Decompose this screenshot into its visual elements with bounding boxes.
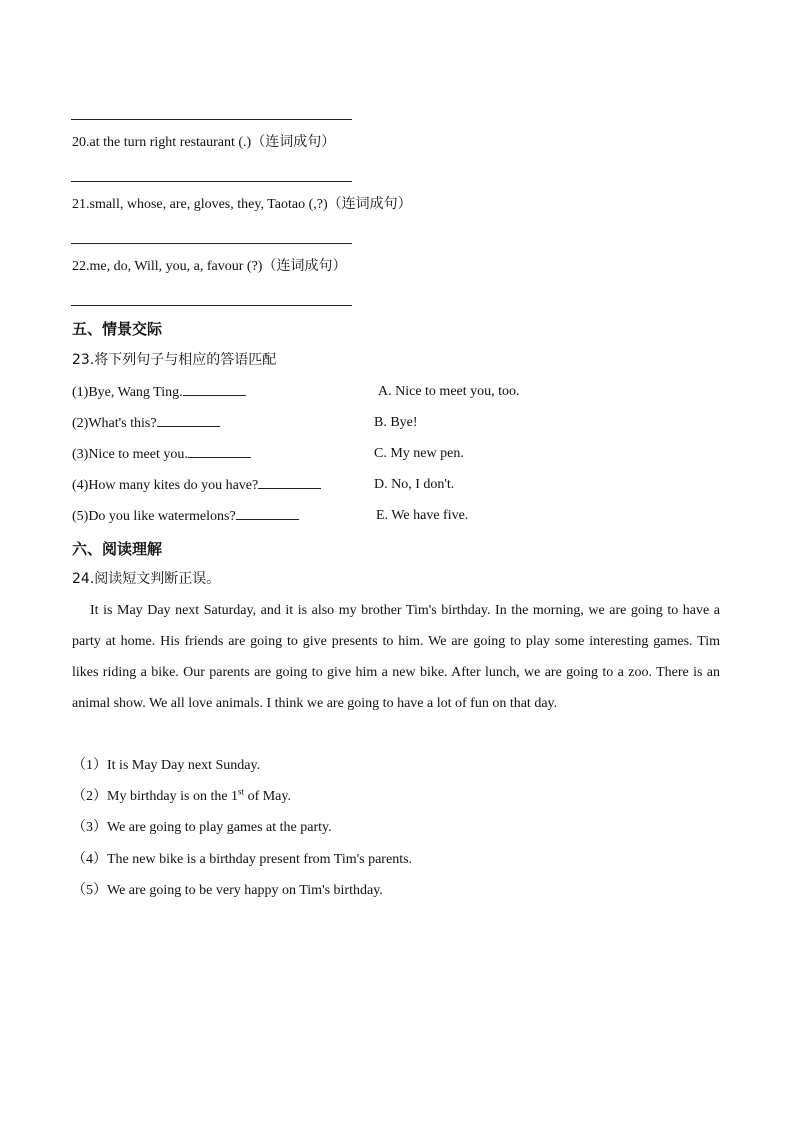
match-left-1: [72, 383, 246, 402]
statement-2-after: of May.: [244, 789, 291, 804]
match-left-4: [72, 476, 321, 495]
match-right-a: A. Nice to meet you, too.: [378, 384, 520, 399]
statement-2: [72, 788, 291, 806]
answer-line-19[interactable]: [71, 119, 352, 120]
question-20-text: 20.at the turn right restaurant (.): [72, 135, 252, 150]
question-21-tag: （连词成句）: [327, 196, 412, 212]
match-blank-4[interactable]: [258, 476, 321, 489]
match-blank-2[interactable]: [157, 414, 220, 427]
match-left-3: [72, 445, 251, 464]
section-6-title: 六、阅读理解: [72, 540, 163, 558]
statement-4: （4）The new bike is a birthday present from Tim's parents.: [72, 852, 413, 867]
statement-5: （5）We are going to be very happy on Tim's birthday.: [72, 883, 383, 898]
question-22: [72, 257, 346, 276]
reading-passage: [72, 595, 720, 719]
match-right-b: B. Bye!: [374, 415, 418, 430]
match-left-4-text: (4)How many kites do you have?: [72, 478, 259, 493]
match-right-c: C. My new pen.: [374, 446, 464, 461]
match-left-3-text: (3)Nice to meet you.: [72, 447, 188, 462]
question-21: [72, 195, 412, 214]
match-blank-3[interactable]: [188, 445, 251, 458]
statement-2-sup: st: [238, 786, 245, 797]
match-left-5: [72, 507, 299, 526]
question-22-tag: （连词成句）: [262, 258, 347, 274]
match-left-2: [72, 414, 220, 433]
question-23: 23.将下列句子与相应的答语匹配: [72, 352, 277, 368]
statement-2-before: （2）My birthday is on the 1: [72, 789, 239, 804]
question-21-text: 21.small, whose, are, gloves, they, Taotao (,?): [72, 197, 328, 212]
match-right-d: D. No, I don't.: [374, 477, 455, 492]
question-20: [72, 133, 335, 152]
answer-line-22[interactable]: [71, 305, 352, 306]
question-24: 24.阅读短文判断正误。: [72, 571, 221, 587]
statement-3: （3）We are going to play games at the party.: [72, 820, 332, 835]
reading-passage-text: It is May Day next Saturday, and it is also my brother Tim's birthday. In the morning, we are going to have a party at home. His friends are going to give presents to him. We are going to play some interesting games. Tim likes riding a bike. Our parents are going to give him a new bike. After lunch, we are going to a zoo. There is an animal show. We all love animals. I think we are going to have a lot of fun on that day.: [72, 603, 720, 711]
match-blank-1[interactable]: [183, 383, 246, 396]
section-5-title: 五、情景交际: [72, 320, 163, 338]
question-22-text: 22.me, do, Will, you, a, favour (?): [72, 259, 263, 274]
statement-1: （1）It is May Day next Sunday.: [72, 758, 261, 773]
match-left-1-text: (1)Bye, Wang Ting.: [72, 385, 183, 400]
answer-line-21[interactable]: [71, 243, 352, 244]
question-20-tag: （连词成句）: [251, 134, 336, 150]
match-blank-5[interactable]: [236, 507, 299, 520]
answer-line-20[interactable]: [71, 181, 352, 182]
match-left-2-text: (2)What's this?: [72, 416, 157, 431]
match-right-e: E. We have five.: [376, 508, 469, 523]
match-left-5-text: (5)Do you like watermelons?: [72, 509, 236, 524]
